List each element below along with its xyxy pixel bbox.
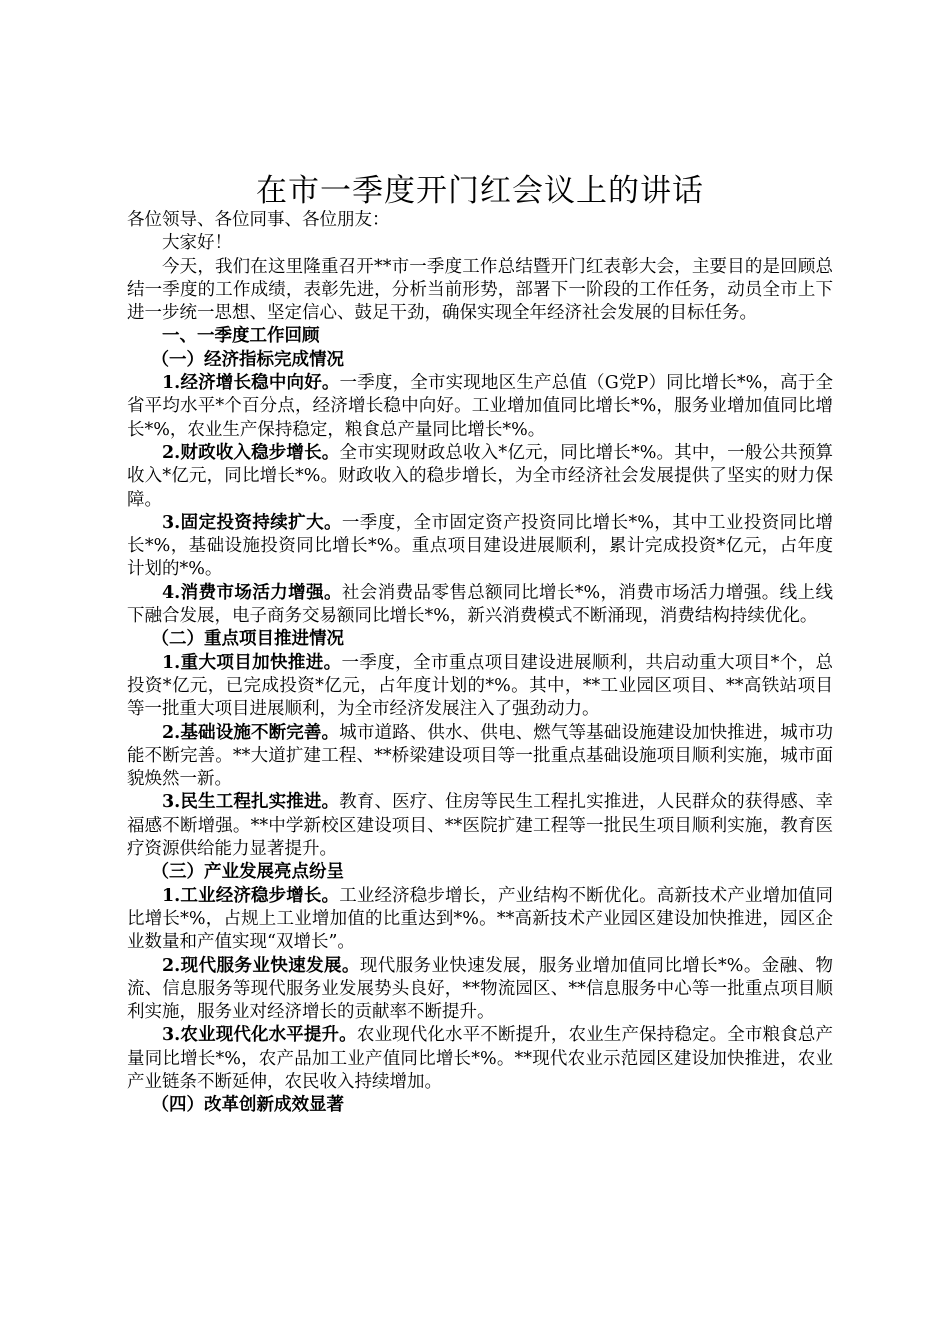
paragraph-item xyxy=(127,955,833,1025)
paragraph-item xyxy=(127,442,833,512)
item-lead: 1.重大项目加快推进。 xyxy=(162,652,342,673)
paragraph-item xyxy=(127,652,833,722)
item-lead: 2.现代服务业快速发展。 xyxy=(162,955,360,976)
subsection-heading: （三）产业发展亮点纷呈 xyxy=(151,862,344,883)
item-text: 教育、医疗、住房等民生工程扎实推进，人民群众的获得感、幸福感不断增强。**中学新校区建设项目、**医院扩建工程等一批民生项目顺利实施，教育医疗资源供给能力显著提升。 xyxy=(127,792,833,860)
item-lead: 3.民生工程扎实推进。 xyxy=(162,792,340,813)
item-text: 工业经济稳步增长，产业结构不断优化。高新技术产业增加值同比增长*%，占规上工业增加值的比重达到*%。**高新技术产业园区建设加快推进，园区企业数量和产值实现“双增长”。 xyxy=(127,885,833,953)
greeting: 大家好！ xyxy=(162,233,232,254)
item-text: 现代服务业快速发展，服务业增加值同比增长*%。金融、物流、信息服务等现代服务业发展势头良好，**物流园区、**信息服务中心等一批重点项目顺利实施，服务业对经济增长的贡献率不断提升。 xyxy=(127,955,833,1023)
paragraph-item xyxy=(127,372,833,442)
item-text: 一季度，全市重点项目建设进展顺利，共启动重大项目*个，总投资*亿元，已完成投资*亿元，占年度计划的*%。其中，**工业园区项目、**高铁站项目等一批重大项目进展顺利，为全市经济发展注入了强劲动力。 xyxy=(127,652,833,720)
item-lead: 1.工业经济稳步增长。 xyxy=(162,885,340,906)
item-lead: 4.消费市场活力增强。 xyxy=(162,582,342,603)
document-title: 在市一季度开门红会议上的讲话 xyxy=(256,173,704,209)
item-text: 一季度，全市固定资产投资同比增长*%，其中工业投资同比增长*%，基础设施投资同比增长*%。重点项目建设进展顺利，累计完成投资*亿元，占年度计划的*%。 xyxy=(127,512,833,580)
subsection-heading: （一）经济指标完成情况 xyxy=(151,349,344,370)
paragraph-item xyxy=(127,885,833,955)
item-text: 全市实现财政总收入*亿元，同比增长*%。其中，一般公共预算收入*亿元，同比增长*%。财政收入的稳步增长，为全市经济社会发展提供了坚实的财力保障。 xyxy=(127,442,833,510)
item-text: 社会消费品零售总额同比增长*%，消费市场活力增强。线上线下融合发展，电子商务交易额同比增长*%，新兴消费模式不断涌现，消费结构持续优化。 xyxy=(127,582,833,627)
paragraph-item xyxy=(127,791,833,861)
paragraph-item xyxy=(127,1024,833,1094)
item-lead: 1.经济增长稳中向好。 xyxy=(162,373,340,394)
subsection-heading: （二）重点项目推进情况 xyxy=(151,629,344,650)
intro-paragraph: 今天，我们在这里隆重召开**市一季度工作总结暨开门红表彰大会，主要目的是回顾总结一季度的工作成绩，表彰先进，分析当前形势，部署下一阶段的工作任务，动员全市上下进一步统一思想、坚定信心、鼓足干劲，确保实现全年经济社会发展的目标任务。 xyxy=(127,256,833,324)
section-heading-1: 一、一季度工作回顾 xyxy=(162,326,320,347)
item-lead: 2.基础设施不断完善。 xyxy=(162,722,340,743)
item-text: 农业现代化水平不断提升，农业生产保持稳定。全市粮食总产量同比增长*%，农产品加工业产值同比增长*%。**现代农业示范园区建设加快推进，农业产业链条不断延伸，农民收入持续增加。 xyxy=(127,1025,833,1092)
item-lead: 3.固定投资持续扩大。 xyxy=(162,512,342,533)
paragraph-item xyxy=(127,582,833,629)
item-lead: 2.财政收入稳步增长。 xyxy=(162,442,340,463)
item-lead: 3.农业现代化水平提升。 xyxy=(162,1025,357,1046)
item-text: 一季度，全市实现地区生产总值（G党P）同比增长*%，高于全省平均水平*个百分点，经济增长稳中向好。工业增加值同比增长*%，服务业增加值同比增长*%，农业生产保持稳定，粮食总产量同比增长*%。 xyxy=(127,373,833,440)
salutation: 各位领导、各位同事、各位朋友： xyxy=(127,210,390,230)
subsection-heading: （四）改革创新成效显著 xyxy=(151,1095,344,1116)
paragraph-item xyxy=(127,722,833,792)
item-text: 城市道路、供水、供电、燃气等基础设施建设加快推进，城市功能不断完善。**大道扩建工程、**桥梁建设项目等一批重点基础设施项目顺利实施，城市面貌焕然一新。 xyxy=(127,722,833,790)
document-page xyxy=(127,170,833,1118)
paragraph-item xyxy=(127,512,833,582)
